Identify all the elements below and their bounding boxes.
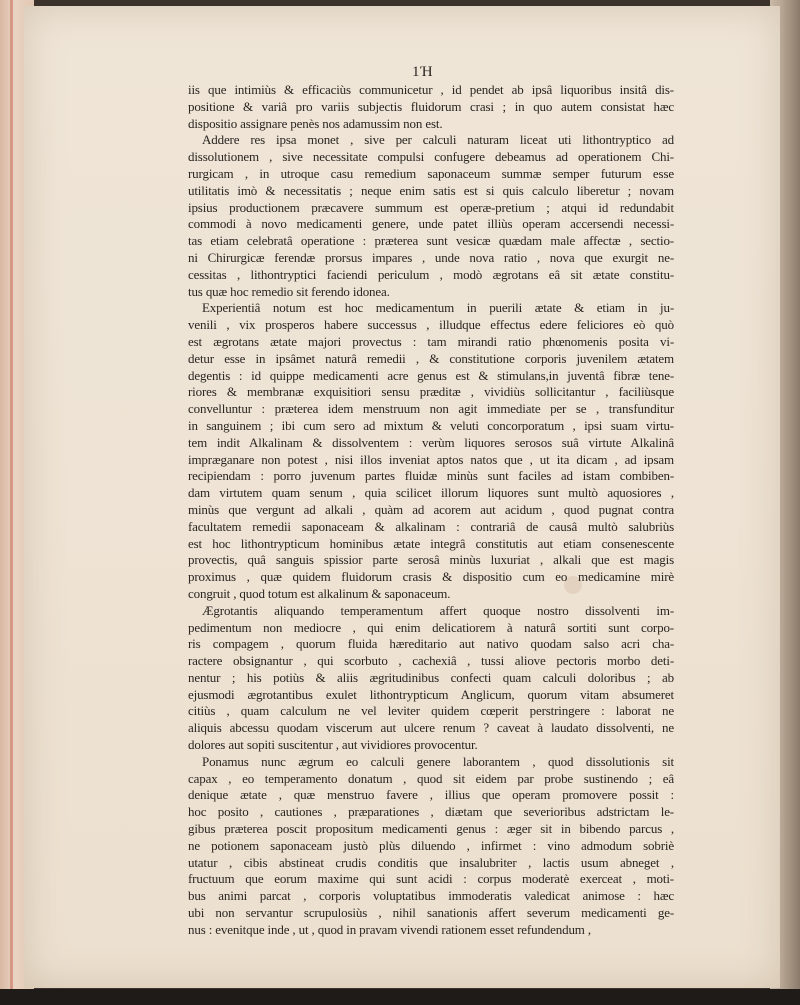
- text-line: ris compagem , quorum fluida hæreditario aut nativo quodam salso acri cha-: [188, 636, 674, 652]
- paragraph: [188, 132, 674, 300]
- text-line: capax , eo temperamento donatum , quod sit eidem par probe sustinendo ; eâ: [188, 770, 674, 786]
- text-line: nus : evenitque inde , ut , quod in pravam vivendi rationem esset refundendum ,: [188, 921, 591, 937]
- text-line: dolores aut sopiti suscitentur , aut vividiores provocentur.: [188, 737, 478, 753]
- text-line: gibus præterea poscit propositum medicamenti genus : æger sit in bibendo parcus ,: [188, 821, 674, 837]
- text-line: est ægrotans ætate majori provectus : tam mirandi ratio phœnomenis posita vi-: [188, 333, 674, 349]
- text-line: venili , vix prosperos habere successus , illudque effectus edere feliciores eò quò: [188, 317, 674, 333]
- text-line: Experientiâ notum est hoc medicamentum in puerili ætate & etiam in ju-: [202, 300, 674, 316]
- text-line: ni Chirurgicæ ferendæ prorsus impares , unde nova ratio , nova que exurgit ne-: [188, 249, 674, 265]
- text-line: provectis, quâ sanguis spissior parte serosâ minùs luxuriat , alkali que est magis: [188, 552, 674, 568]
- text-line: Addere res ipsa monet , sive per calculi naturam liceat uti lithontryptico ad: [202, 132, 674, 148]
- text-line: detur esse in ipsâmet naturâ remedii , & constitutione corporis juvenilem ætatem: [188, 350, 674, 366]
- text-line: utatur , cibis abstineat crudis conditis que insalubriter , lactis usum abneget ,: [188, 854, 674, 870]
- text-line: denique ætate , quæ menstruo favere , illius que operam promovere possit :: [188, 787, 674, 803]
- text-line: ne potionem saponaceam justò plùs diluendo , infirmet : vino admodum sobriè: [188, 837, 674, 853]
- text-line: facultatem remedii saponaceam & alkalinam : contrariâ de causâ multò salubriùs: [188, 518, 674, 534]
- text-line: degentis : id quippe medicamenti acre genus est & stimulans,in juventâ fibræ tene-: [188, 367, 674, 383]
- scanner-bottom-edge: [0, 989, 800, 1005]
- text-line: fructuum que eorum maxime qui sunt acidi : corpus moderatè exerceat , moti-: [188, 871, 674, 887]
- text-line: ejusmodi ægrotantibus exulet lithontrypticum Anglicum, quorum vitam absumeret: [188, 686, 674, 702]
- text-line: commodi à novo medicamenti genere, unde patet illiùs operam accersendi necessi-: [188, 216, 674, 232]
- text-line: convelluntur : præterea idem menstruum non agit immediate per se , transfunditur: [188, 401, 674, 417]
- text-line: ubi non servantur scrupulosiùs , nihil sanationis affert severum medicamenti ge-: [188, 905, 674, 921]
- text-line: in sanguinem ; ibi cum sero ad mixtum & veluti concorporatum , ipsi suam virtu-: [188, 417, 674, 433]
- text-line: riores & membranæ exquisitiori sensu præditæ , vividiùs sollicitantur , faciliùsque: [188, 384, 674, 400]
- paragraph: [188, 300, 674, 602]
- text-line: pedimentum non mediocre , qui enim delicatiorem à naturâ sortiti sunt corpo-: [188, 619, 674, 635]
- text-line: proximus , quæ quidem fluidorum crasis & dispositio cum eo medicamine mirè: [188, 569, 674, 585]
- text-line: bus animi parcat , corporis voluptatibus immoderatis valedicat animose : hæc: [188, 888, 674, 904]
- text-line: cessitas , lithontryptici faciendi periculum , modò ægrotans eâ sit ætate constitu-: [188, 266, 674, 282]
- text-line: rurgicam , in utroque casu remedium saponaceum summæ semper futurum esse: [188, 165, 674, 181]
- text-line: ipsius productionem præcavere summum est operæ-pretium ; atqui id redundabit: [188, 199, 674, 215]
- paragraph: [188, 603, 674, 754]
- paragraph: [188, 82, 674, 132]
- page-edge-stain: [10, 0, 13, 1005]
- text-line: tas etiam celebratâ operatione : præterea sunt vesicæ quædam male affectæ , sectio-: [188, 233, 674, 249]
- text-line: citiùs , quam calculum ne vel leviter quidem cœperit perstringere : laborat ne: [188, 703, 674, 719]
- paragraph: [188, 754, 674, 939]
- text-line: dispositio assignare penès nos adamussim non est.: [188, 115, 443, 131]
- text-line: utilitatis imò & necessitatis ; neque enim satis est si quis calculo liberetur ; novam: [188, 182, 674, 198]
- text-line: dam virtutem quam senum , quia scilicet illorum liquores sunt multò aquosiores ,: [188, 485, 674, 501]
- text-line: tem indit Alkalinam & dissolventem : verùm liquores serosos suâ virtute Alkalinâ: [188, 434, 674, 450]
- text-line: Ponamus nunc ægrum eo calculi genere laborantem , quod dissolutionis sit: [202, 753, 674, 769]
- text-line: impræganare non potest , nisi illos inveniat aptos natos que , ut ita dicam , ad ipsam: [188, 451, 674, 467]
- page-number: 1Ή: [412, 64, 434, 80]
- text-line: Ægrotantis aliquando temperamentum affert quoque nostro dissolventi im-: [202, 602, 674, 618]
- text-line: ractere obsignantur , qui scorbuto , cachexiâ , tussi aliove pectoris morbo deti-: [188, 653, 674, 669]
- text-line: recipiendam : porro juvenum partes fluidæ minùs sunt faciles ad istam combiben-: [188, 468, 674, 484]
- text-line: hoc posito , cautiones , præparationes , diætam que severioribus adstrictam le-: [188, 804, 674, 820]
- text-line: congruit , quod totum est alkalinum & saponaceum.: [188, 585, 451, 601]
- text-line: iis que intimiùs & efficaciùs communicetur , id pendet ab ipsâ liquoribus insitâ dis-: [188, 82, 674, 97]
- text-line: dissolutionem , sive necessitate compulsi confugere debeamus ad operationem Chi-: [188, 149, 674, 165]
- text-line: positione & variâ pro variis subjectis fluidorum crasi ; in quo autem consistat hæc: [188, 98, 674, 114]
- text-line: minùs que vergunt ad alkali , quàm ad acorem aut acidum , quod pugnat contra: [188, 501, 674, 517]
- text-line: aliquis abcessu quodam viscerum aut ulcere renum ? caveat à laudato dissolventi, ne: [188, 720, 674, 736]
- text-line: tus quæ hoc remedio sit ferendo idonea.: [188, 283, 390, 299]
- text-line: est hoc lithontrypticum hominibus ætate integrâ constitutis aut etiam consenescente: [188, 535, 674, 551]
- text-line: nentur ; his potiùs & aliis ægritudinibus confecti quam calculi doloribus ; ab: [188, 669, 674, 685]
- text-block: [188, 82, 674, 939]
